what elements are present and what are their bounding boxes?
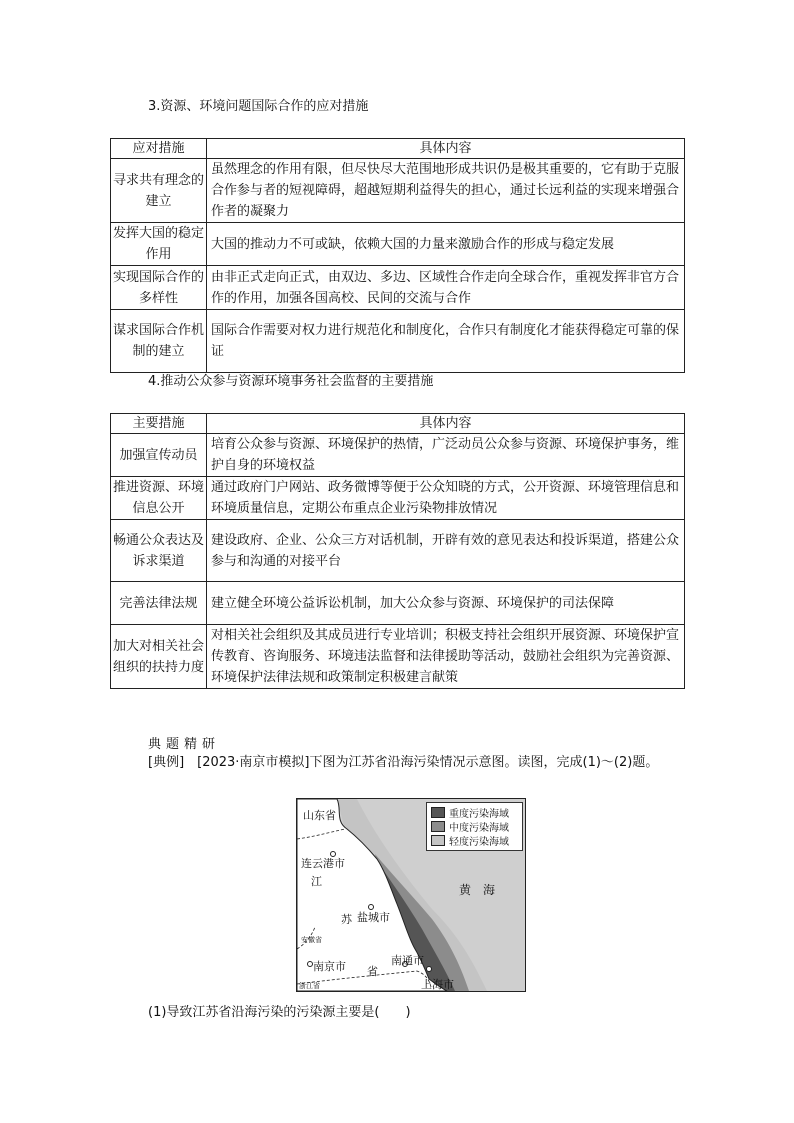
measure-name: 完善法律法规: [111, 582, 207, 625]
table-row: [111, 434, 685, 477]
table-row: [111, 582, 685, 625]
legend-item: [431, 834, 509, 847]
table-row: [111, 266, 685, 310]
label-yellow-sea: 黄 海: [459, 883, 496, 897]
measure-name: 发挥大国的稳定作用: [111, 223, 207, 266]
public-participation-table: [110, 413, 685, 689]
measure-name: 加大对相关社会组织的扶持力度: [111, 625, 207, 689]
legend-swatch: [431, 835, 445, 846]
label-nanjing: 南京市: [313, 960, 346, 973]
table-row: [111, 223, 685, 266]
label-su: 苏: [341, 913, 352, 926]
measure-content: 国际合作需要对权力进行规范化和制度化，合作只有制度化才能获得稳定可靠的保证: [207, 310, 685, 373]
measure-content: 虽然理念的作用有限，但尽快尽大范围地形成共识仍是极其重要的，它有助于克服合作参与者的短视障碍，超越短期利益得失的担心，通过长远利益的实现来增强合作者的凝聚力: [207, 159, 685, 223]
measure-name: 寻求共有理念的建立: [111, 159, 207, 223]
map-legend: [426, 802, 523, 851]
column-header: 应对措施: [111, 139, 207, 159]
measure-content: 大国的推动力不可或缺，依赖大国的力量来激励合作的形成与稳定发展: [207, 223, 685, 266]
section3-title: 3.资源、环境问题国际合作的应对措施: [148, 99, 369, 114]
cooperation-measures-table: [110, 138, 685, 373]
label-nantong: 南通市: [391, 954, 424, 967]
legend-item: [431, 820, 509, 833]
label-zhejiang: 浙江省: [299, 982, 320, 990]
table-row: [111, 310, 685, 373]
column-header: 具体内容: [207, 139, 685, 159]
section4-title: 4.推动公众参与资源环境事务社会监督的主要措施: [148, 374, 434, 389]
example-question: [典例] [2023·南京市模拟]下图为江苏省沿海污染情况示意图。读图，完成(1)～(2)题。: [148, 755, 659, 770]
sub-question-1: (1)导致江苏省沿海污染的污染源主要是( ): [148, 1005, 411, 1020]
table-row: [111, 625, 685, 689]
table-row: [111, 520, 685, 582]
measure-content: 培育公众参与资源、环境保护的热情，广泛动员公众参与资源、环境保护事务，维护自身的环境权益: [207, 434, 685, 477]
table-row: [111, 159, 685, 223]
label-yancheng: 盐城市: [357, 911, 390, 924]
label-shanghai: 上海市: [421, 978, 454, 991]
measure-name: 畅通公众表达及诉求渠道: [111, 520, 207, 582]
legend-swatch: [431, 821, 445, 832]
table-header-row: [111, 414, 685, 434]
label-anhui: 安徽省: [301, 936, 322, 944]
measure-name: 加强宣传动员: [111, 434, 207, 477]
measure-name: 谋求国际合作机制的建立: [111, 310, 207, 373]
legend-label: 中度污染海域: [449, 823, 509, 834]
column-header: 主要措施: [111, 414, 207, 434]
label-sheng: 省: [367, 965, 378, 978]
section-title: 典题精研: [148, 737, 221, 752]
measure-content: 通过政府门户网站、政务微博等便于公众知晓的方式，公开资源、环境管理信息和环境质量信息，定期公布重点企业污染物排放情况: [207, 477, 685, 520]
label-shandong: 山东省: [303, 809, 336, 822]
city-dot-shanghai: [427, 967, 432, 972]
legend-label: 重度污染海域: [449, 809, 509, 820]
table-header-row: [111, 139, 685, 159]
measure-content: 对相关社会组织及其成员进行专业培训；积极支持社会组织开展资源、环境保护宣传教育、咨询服务、环境违法监督和法律援助等活动，鼓励社会组织为完善资源、环境保护法律法规和政策制定积极建言献策: [207, 625, 685, 689]
city-dot-nanjing: [308, 962, 313, 967]
measure-content: 建设政府、企业、公众三方对话机制，开辟有效的意见表达和投诉渠道，搭建公众参与和沟通的对接平台: [207, 520, 685, 582]
column-header: 具体内容: [207, 414, 685, 434]
measure-content: 建立健全环境公益诉讼机制，加大公众参与资源、环境保护的司法保障: [207, 582, 685, 625]
table-row: [111, 477, 685, 520]
label-lianyungang: 连云港市: [301, 857, 345, 870]
label-jiang: 江: [311, 875, 322, 888]
measure-content: 由非正式走向正式，由双边、多边、区域性合作走向全球合作，重视发挥非官方合作的作用，加强各国高校、民间的交流与合作: [207, 266, 685, 310]
measure-name: 实现国际合作的多样性: [111, 266, 207, 310]
legend-label: 轻度污染海域: [449, 837, 509, 848]
measure-name: 推进资源、环境信息公开: [111, 477, 207, 520]
jiangsu-pollution-map: [296, 798, 526, 992]
legend-swatch: [431, 807, 445, 818]
legend-item: [431, 806, 509, 819]
